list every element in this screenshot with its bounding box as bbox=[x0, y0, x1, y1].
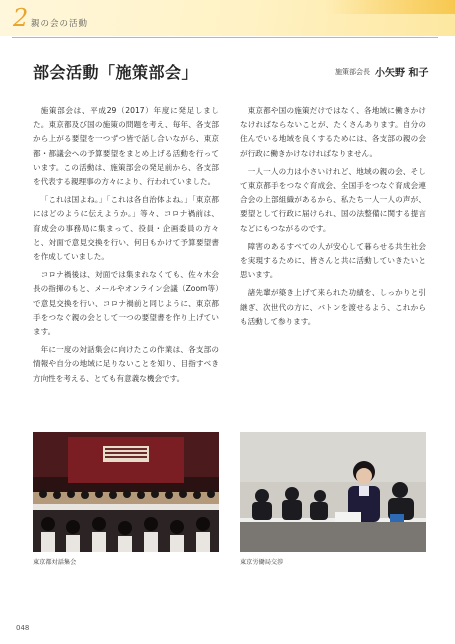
paragraph: コロナ禍後は、対面では集まれなくても、佐々木会長の指揮のもと、メールやオンライン会議（Zoom等）で意見交換を行い、コロナ禍前と同じように、東京都手をつなぐ親の会として一つの要望書を作り上げています。 bbox=[33, 270, 219, 337]
photo-caption: 東京都対話集会 bbox=[33, 559, 77, 566]
header-divider bbox=[12, 37, 438, 38]
left-column bbox=[33, 104, 219, 390]
author-role: 施策部会長 bbox=[335, 68, 370, 76]
negotiation-illustration bbox=[240, 432, 426, 552]
photo-negotiation bbox=[240, 432, 426, 552]
paragraph: 施策部会は、平成29（2017）年度に発足しました。東京都及び国の施策の問題を考え、毎年、各支部から上がる要望を一つずつ皆で話し合いながら、東京都・都議会への予算要望をまとめ上げる活動を行っています。この活動は、施策部会の発足前から、各支部を代表する親理事の方々により、行われていました。 bbox=[33, 106, 219, 187]
header-band-stripe bbox=[325, 0, 455, 14]
paragraph: 「これは国よね。」「これは各自治体よね。」「東京都にはどのように伝えようか。」等々、コロナ禍前は、育成会の事務局に集まって、役員・企画委員の方々と、対面で意見交換を行い、何日もかけて予算要望書を作成していました。 bbox=[33, 195, 219, 262]
paragraph: 年に一度の対話集会に向けたこの作業は、各支部の情報や自分の地域に足りないことを知り、目指すべき方向性を考える、とても有意義な機会です。 bbox=[33, 345, 219, 383]
paragraph: 東京都や国の施策だけではなく、各地域に働きかけなければならないことが、たくさんあります。自分の住んでいる地域を良くするためには、各支部の親の会が行政に働きかけなければなりません。 bbox=[240, 106, 426, 158]
article-title: 部会活動「施策部会」 bbox=[33, 63, 199, 82]
paragraph: 一人一人の力は小さいけれど、地域の親の会、そして東京都手をつなぐ育成会、全国手をつなぐ育成会連合会の上部組織があるから、私たち一人一人の声が、要望として行政に届けられ、国の法整備に関する提言などにもつながるのです。 bbox=[240, 166, 426, 233]
photo-caption: 東京労働局交渉 bbox=[240, 559, 284, 566]
section-label: 親の会の活動 bbox=[31, 19, 89, 29]
paragraph: 障害のあるすべての人が安心して暮らせる共生社会を実現するために、皆さんと共に活動していきたいと思います。 bbox=[240, 241, 426, 280]
photo-meeting-hall bbox=[33, 432, 219, 552]
right-column bbox=[240, 104, 426, 333]
author-name: 小矢野 和子 bbox=[375, 68, 429, 79]
page-number: 048 bbox=[16, 624, 30, 632]
section-number: 2 bbox=[13, 4, 29, 32]
paragraph: 諸先輩が築き上げて来られた功績を、しっかりと引継ぎ、次世代の方に、バトンを渡せるよう、これからも活動して参ります。 bbox=[240, 288, 426, 326]
meeting-hall-illustration bbox=[33, 432, 219, 552]
